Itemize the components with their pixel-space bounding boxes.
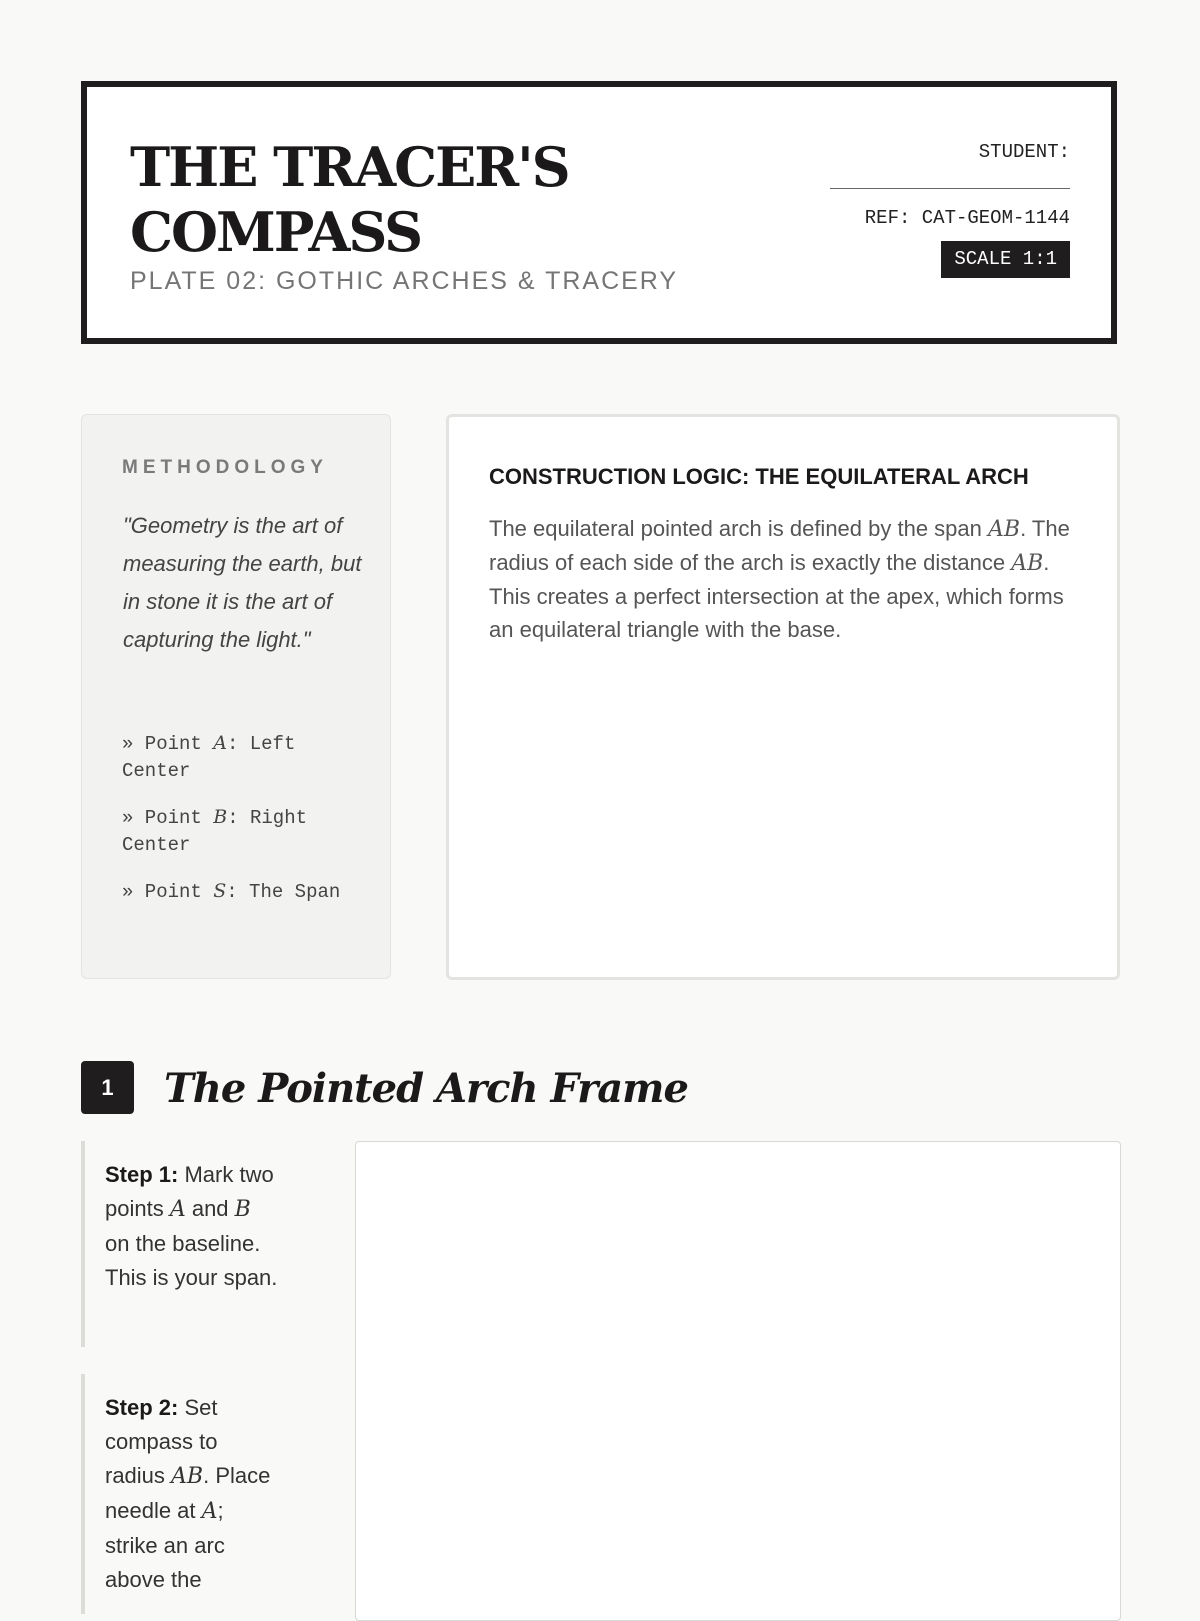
point-list: [122, 730, 362, 925]
student-name-line: [830, 176, 1070, 189]
methodology-heading: METHODOLOGY: [122, 457, 328, 478]
plate-subtitle: PLATE 02: GOTHIC ARCHES & TRACERY: [130, 267, 679, 295]
point-item-s: » Point S: The Span: [122, 880, 341, 903]
section-number-badge: 1: [81, 1061, 134, 1114]
point-item-b: » Point B: Right Center: [122, 806, 308, 856]
construction-logic-heading: CONSTRUCTION LOGIC: THE EQUILATERAL ARCH: [489, 464, 1029, 489]
point-item-a: » Point A: Left Center: [122, 732, 296, 782]
construction-logic-panel: [446, 414, 1120, 980]
plate-title-line-1: THE TRACER'S: [130, 135, 569, 199]
step-1: Step 1: Mark two points A and B on the baseline. This is your span.: [81, 1141, 281, 1347]
reference-code: REF: CAT-GEOM-1144: [864, 207, 1070, 229]
plate-meta: [830, 141, 1070, 278]
construction-logic-text: The equilateral pointed arch is defined by the span AB. The radius of each side of the arch is exactly the distance AB. This creates a perfect intersection at the apex, which forms an equilateral triangle with the base.: [489, 516, 1070, 642]
drawing-area[interactable]: [355, 1141, 1121, 1621]
plate-title: [130, 135, 569, 265]
section-title: The Pointed Arch Frame: [164, 1065, 688, 1112]
scale-badge: SCALE 1:1: [941, 241, 1070, 278]
plate-header: [81, 81, 1117, 344]
student-label: STUDENT:: [978, 141, 1070, 163]
methodology-panel: [81, 414, 391, 979]
step-2: Step 2: Set compass to radius AB. Place needle at A; strike an arc above the: [81, 1374, 281, 1614]
methodology-quote: "Geometry is the art of measuring the earth, but in stone it is the art of capturing the light.": [123, 513, 362, 652]
plate-title-line-2: COMPASS: [130, 200, 422, 264]
